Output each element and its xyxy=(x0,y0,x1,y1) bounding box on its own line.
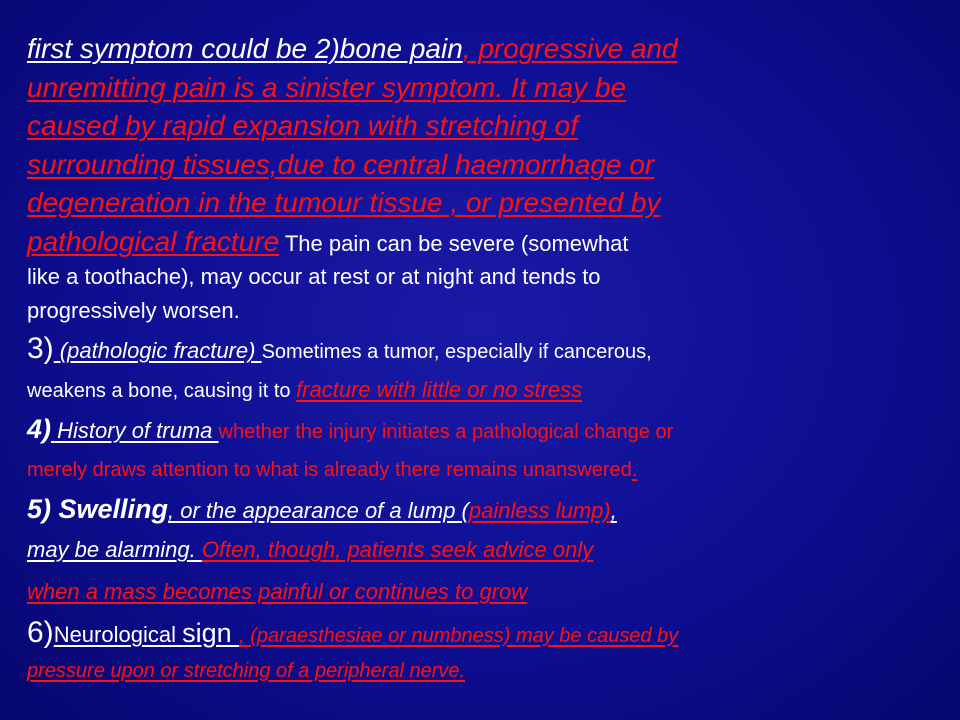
pathologic-fracture-paragraph xyxy=(27,330,927,410)
bone-pain-paragraph xyxy=(27,30,927,266)
slide-content xyxy=(27,30,927,684)
trauma-period: . xyxy=(631,459,638,481)
trauma-heading: History of truma xyxy=(51,418,219,443)
sign-heading: sign xyxy=(182,618,240,648)
swelling-text: may be alarming. xyxy=(27,537,202,562)
bone-pain-line: caused by rapid expansion with stretching of xyxy=(27,110,578,141)
trauma-paragraph xyxy=(27,410,927,489)
pathologic-fracture-heading: (pathologic fracture) xyxy=(53,338,262,363)
bone-pain-line: surrounding tissues,due to central haemorrhage or xyxy=(27,148,655,180)
bone-pain-line: degeneration in the tumour tissue , or presented by xyxy=(27,187,661,218)
neurological-paragraph xyxy=(27,613,927,684)
pathologic-fracture-text: weakens a bone, causing it to xyxy=(27,380,297,402)
item-number: 3) xyxy=(27,332,54,365)
item-number: 4) xyxy=(27,414,52,444)
painless-lump-text: painless lump) xyxy=(468,498,611,523)
pain-description-line: progressively worsen. xyxy=(27,298,240,323)
pathologic-fracture-text: Sometimes a tumor, especially if cancerous, xyxy=(261,341,652,363)
swelling-paragraph xyxy=(27,491,927,613)
trauma-text: whether the injury initiates a pathological change or xyxy=(218,421,674,443)
bone-pain-heading: first symptom could be 2)bone pain xyxy=(27,33,463,64)
swelling-comma: , xyxy=(610,498,617,523)
neurological-text: , (paraesthesiae or numbness) may be caused by xyxy=(239,625,679,647)
pain-description-line: like a toothache), may occur at rest or at night and tends to xyxy=(27,264,601,289)
pain-description-continued xyxy=(27,260,927,328)
swelling-advice-text: Often, though, patients seek advice only xyxy=(201,537,594,562)
pathological-fracture-text: pathological fracture xyxy=(27,225,280,257)
item-number: 6) xyxy=(27,616,54,649)
fracture-stress-text: fracture with little or no stress xyxy=(296,377,583,402)
swelling-advice-text: when a mass becomes painful or continues to grow xyxy=(27,579,528,604)
trauma-text: merely draws attention to what is already there remains unanswered xyxy=(27,459,632,481)
swelling-heading: 5) Swelling xyxy=(27,494,169,524)
swelling-text: , or the appearance of a lump ( xyxy=(168,498,469,523)
neurological-text: pressure upon or stretching of a peripheral nerve. xyxy=(27,660,466,682)
pain-description: The pain can be severe (somewhat xyxy=(279,230,629,256)
neurological-heading: Neurological xyxy=(53,622,183,647)
bone-pain-line: unremitting pain is a sinister symptom. It may be xyxy=(27,71,627,103)
bone-pain-text: , progressive and xyxy=(462,33,678,64)
